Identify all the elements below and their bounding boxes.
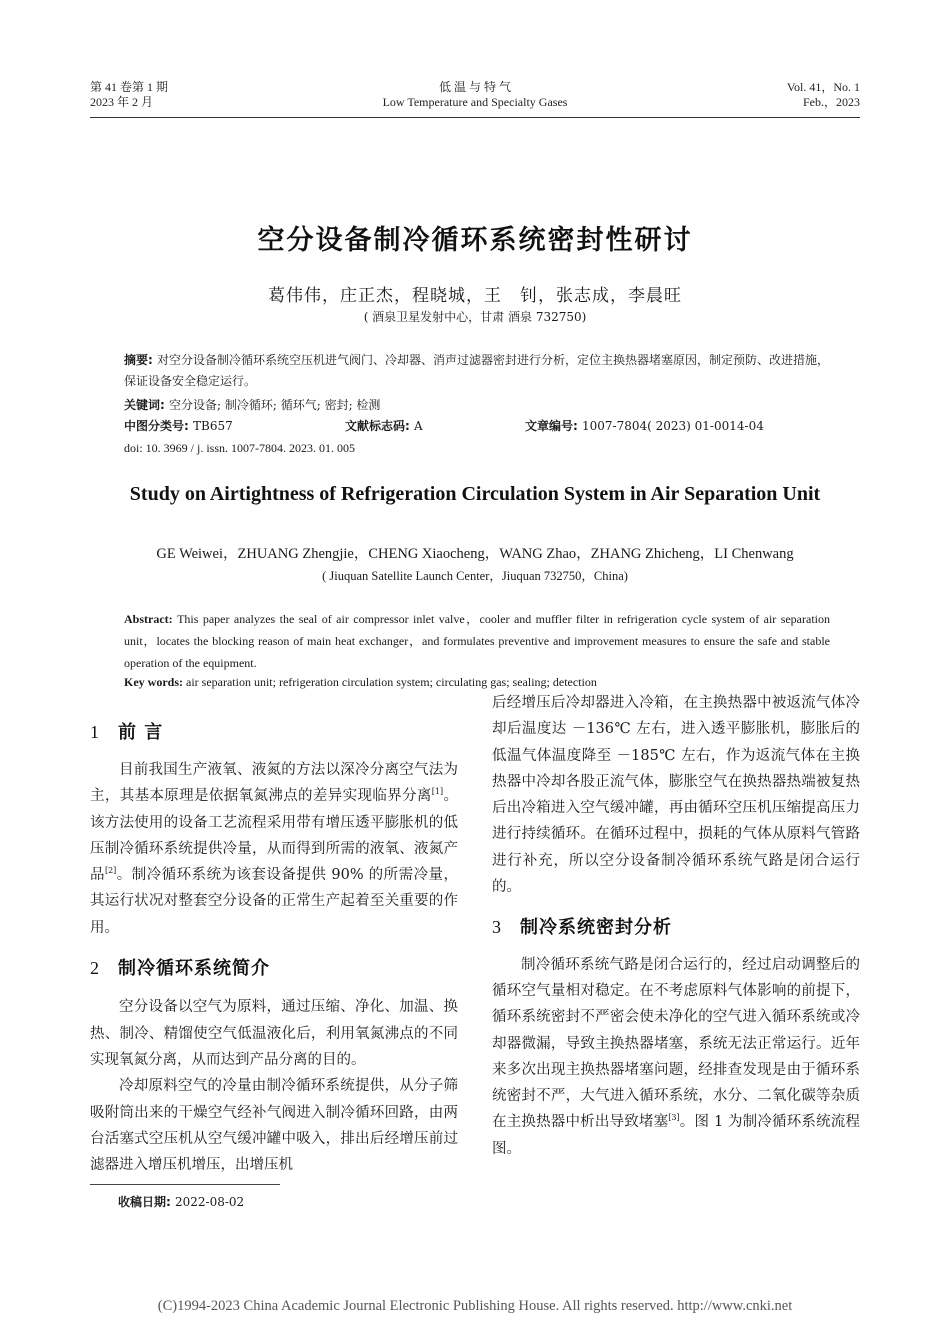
section-3-title: 制冷系统密封分析 [520, 917, 672, 939]
paper-title: 空分设备制冷循环系统密封性研讨 [257, 225, 693, 256]
section-1-heading [90, 719, 163, 746]
english-abstract-text: This paper analyzes the seal of air compressor inlet valve，cooler and muffler filter in refrigeration cycle system of air separation unit，locates the blocking reason of main heat exchanger，and formulates preventive and improvement measures to ensure the safe and stable operation of the equipment. [124, 612, 831, 670]
section-1-paragraph: 目前我国生产液氧、液氮的方法以深冷分离空气法为主，其基本原理是依据氧氮沸点的差异实现临界分离[1]。该方法使用的设备工艺流程采用带有增压透平膨胀机的低压制冷循环系统提供冷量，从而得到所需的液氧、液氮产品[2]。制冷循环系统为该套设备提供 90% 的所需冷量，其运行状况对整套空分设备的正常生产起着至关重要的作用。 [90, 762, 459, 936]
article-number-value: 1007-7804( 2023) 01-0014-04 [582, 419, 764, 433]
english-keywords-text: air separation unit; refrigeration circulation system; circulating gas; sealing; detection [186, 675, 597, 689]
document-code-value: A [414, 419, 423, 433]
english-authors: GE Weiwei，ZHUANG Zhengjie，CHENG Xiaocheng，WANG Zhao，ZHANG Zhicheng，LI Chenwang [156, 546, 794, 562]
section-2-paragraph-2-continued: 后经增压后冷却器进入冷箱，在主换热器中被返流气体冷却后温度达 －136℃ 左右，进入透平膨胀机，膨胀后的低温气体温度降至 －185℃ 左右，作为返流气体在主换热器中冷却各股正流气体，膨胀空气在换热器热端被复热后出冷箱进入空气缓冲罐，再由循环空压机压缩提高压力进行持续循环。在循环过程中，损耗的气体从原料气管路进行补充，所以空分设备制冷循环系统气路是闭合运行的。 [492, 695, 860, 896]
english-abstract: Abstract: This paper analyzes the seal of air compressor inlet valve，cooler and muffler filter in refrigeration cycle system of air separation unit，locates the blocking reason of main heat exchanger，and formulates preventive and improvement measures to ensure the safe and stable operation of the equipment. [124, 612, 831, 670]
article-number-label: 文章编号 [525, 419, 574, 433]
volume-en: Vol. 41，No. 1 [786, 80, 860, 94]
authors: 葛伟伟，庄正杰，程晓城，王 钊，张志成，李晨旺 [268, 286, 682, 306]
classification-value: TB657 [193, 419, 233, 433]
english-title: Study on Airtightness of Refrigeration Circulation System in Air Separation Unit [129, 483, 821, 505]
copyright-line: (C)1994-2023 China Academic Journal Electronic Publishing House. All rights reserved. http://www.cnki.net [157, 1298, 793, 1314]
section-2-number: 2 [90, 958, 100, 979]
abstract-cn-label: 摘要 [124, 353, 149, 367]
abstract-cn-text: 对空分设备制冷循环系统空压机进气阀门、冷却器、消声过滤器密封进行分析，定位主换热器堵塞原因，制定预防、改进措施，保证设备安全稳定运行。 [124, 353, 830, 388]
body-column-right [492, 690, 860, 1162]
citation-3: [3] [668, 1113, 680, 1123]
received-date: 收稿日期: 2022-08-02 [118, 1195, 245, 1209]
section-1-number: 1 [90, 722, 100, 742]
abstract-cn: 摘要: 对空分设备制冷循环系统空压机进气阀门、冷却器、消声过滤器密封进行分析，定位主换热器堵塞原因，制定预防、改进措施，保证设备安全稳定运行。 [124, 353, 830, 388]
doi: doi: 10. 3969 / j. issn. 1007-7804. 2023. 01. 005 [124, 441, 356, 455]
english-affiliation: ( Jiuquan Satellite Launch Center，Jiuquan 732750，China) [322, 569, 628, 583]
body-column-left [90, 722, 459, 1178]
volume-cn: 第 41 卷第 1 期 [90, 80, 169, 94]
section-2-paragraph-2: 冷却原料空气的冷量由制冷循环系统提供，从分子筛吸附筒出来的干燥空气经补气阀进入制冷循环回路，由两台活塞式空压机从空气缓冲罐中吸入，排出后经增压前过滤器进入增压机增压，出增压机 [90, 1078, 458, 1174]
section-3-heading [492, 914, 860, 941]
keywords-cn-label: 关键词 [124, 398, 161, 412]
english-keywords: Key words: air separation unit; refrigeration circulation system; circulating gas; sealing; detection [124, 675, 597, 689]
header-rule [90, 117, 860, 118]
header-right [700, 80, 860, 110]
keywords-cn: 关键词: 空分设备; 制冷循环; 循环气; 密封; 检测 [124, 398, 381, 412]
classification: 中图分类号: TB657 [124, 419, 233, 433]
section-2-title: 制冷循环系统简介 [118, 958, 270, 980]
affiliation: ( 酒泉卫星发射中心，甘肃 酒泉 732750) [363, 310, 587, 324]
citation-2: [2] [104, 866, 117, 876]
header-left [90, 80, 168, 110]
article-number: 文章编号: 1007-7804( 2023) 01-0014-04 [525, 419, 764, 433]
document-code-label: 文献标志码 [345, 419, 406, 433]
date-cn: 2023 年 2 月 [90, 95, 154, 109]
document-code: 文献标志码: A [345, 419, 423, 433]
section-3-number: 3 [492, 917, 502, 938]
journal-name-en: Low Temperature and Specialty Gases [382, 95, 568, 109]
section-2-paragraph-1: 空分设备以空气为原料，通过压缩、净化、加温、换热、制冷、精馏使空气低温液化后，利用氧氮沸点的不同实现氧氮分离，从而达到产品分离的目的。 [90, 999, 458, 1068]
journal-name-cn: 低 温 与 特 气 [438, 80, 511, 94]
keywords-cn-text: 空分设备; 制冷循环; 循环气; 密封; 检测 [169, 398, 381, 412]
section-2-heading [90, 955, 458, 982]
english-abstract-label: Abstract [124, 612, 169, 626]
received-date-label: 收稿日期 [118, 1195, 167, 1209]
received-date-value: 2022-08-02 [175, 1195, 245, 1209]
header-center [300, 80, 650, 110]
footnote-rule [90, 1184, 280, 1185]
section-3-paragraph: 制冷循环系统气路是闭合运行的，经过启动调整后的循环空气量相对稳定。在不考虑原料气体影响的前提下，循环系统密封不严密会使未净化的空气进入循环系统或冷却器微漏，导致主换热器堵塞，系统无法正常运行。近年来多次出现主换热器堵塞问题，经排查发现是由于循环系统密封不严，大气进入循环系统，水分、二氧化碳等杂质在主换热器中析出导致堵塞[3]。图 1 为制冷循环系统流程图。 [492, 956, 860, 1157]
english-keywords-label: Key words [124, 675, 179, 689]
classification-label: 中图分类号 [124, 419, 185, 433]
section-1-title: 前 言 [118, 722, 164, 743]
citation-1: [1] [431, 787, 444, 797]
date-en: Feb.，2023 [802, 95, 860, 109]
